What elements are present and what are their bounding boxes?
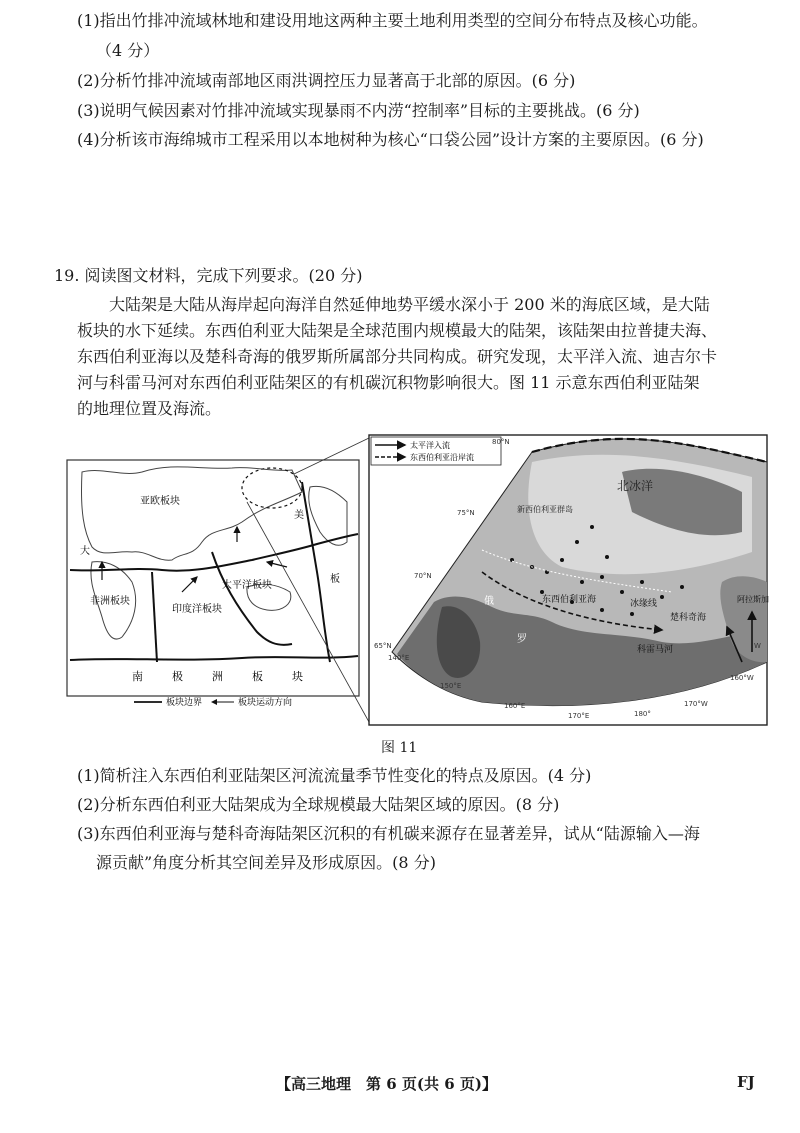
q19-sub-3-cont: 源贡献”角度分析其空间差异及形成原因。(8 分) [96,853,436,872]
q19-sub-2: (2)分析东西伯利亚大陆架成为全球规模最大陆架区域的原因。(8 分) [77,795,560,814]
lon-label: 170°E [568,712,590,720]
figure-caption: 图 11 [381,740,418,756]
shelf-map [369,435,769,725]
question-2: (2)分析竹排冲流域南部地区雨洪调控压力显著高于北部的原因。(6 分) [77,71,576,90]
plate-label-da: 大 [80,546,90,557]
lat-label: 75°N [457,509,475,517]
material-line: 板块的水下延续。东西伯利亚大陆架是全球范围内规模最大的陆架，该陆架由拉普捷夫海、 [77,321,718,340]
question-19-heading: 19. 阅读图文材料，完成下列要求。(20 分) [54,266,363,285]
antarctic-char: 南 [132,670,143,683]
q19-sub-3: (3)东西伯利亚海与楚科奇海陆架区沉积的有机碳来源存在显著差异，试从“陆源输入—海 [77,824,700,843]
label-alaska: 阿拉斯加 [737,595,769,604]
material-line: 东西伯利亚海以及楚科奇海的俄罗斯所属部分共同构成。研究发现，太平洋入流、迪吉尔卡 [77,347,718,366]
plate-label-mei: 美 [294,510,304,521]
lon-label: 150°E [440,682,462,690]
q19-sub-1: (1)简析注入东西伯利亚陆架区河流流量季节性变化的特点及原因。(4 分) [77,766,592,785]
question-3: (3)说明气候因素对竹排冲流域实现暴雨不内涝“控制率”目标的主要挑战。(6 分) [77,101,640,120]
footer-page-info: 【高三地理 第 6 页(共 6 页)】 [276,1075,497,1093]
lat-label: 80°N [492,438,510,446]
plate-label-africa: 非洲板块 [90,596,130,607]
label-arctic-ocean: 北冰洋 [617,479,654,493]
plate-map [67,460,359,708]
footer-code: FJ [737,1073,755,1091]
legend-motion: 板块运动方向 [238,698,293,708]
plate-label-eurasia: 亚欧板块 [140,496,180,507]
plate-label-ban: 板 [330,574,340,585]
question-1: (1)指出竹排冲流域林地和建设用地这两种主要土地利用类型的空间分布特点及核心功能。 [77,11,708,30]
lon-label: 160°W [730,674,754,682]
lon-label: 180° [634,710,651,718]
question-4: (4)分析该市海绵城市工程采用以本地树种为核心“口袋公园”设计方案的主要原因。(6 分) [77,130,704,149]
label-kolyma: 科雷马河 [637,645,674,655]
label-russia-luo: 罗 [517,634,527,645]
antarctic-char: 洲 [212,670,223,683]
lon-label: 170°W [684,700,708,708]
label-chukchi-sea: 楚科奇海 [670,613,707,623]
legend-boundary: 板块边界 [166,698,203,708]
question-19-material [77,292,767,422]
label-ice-edge: 冰缘线 [630,599,658,609]
antarctic-char: 块 [292,670,303,683]
material-line: 的地理位置及海流。 [77,399,222,418]
material-line: 大陆架是大陆从海岸起向海洋自然延伸地势平缓水深小于 200 米的海底区域，是大陆 [109,295,710,314]
plate-label-indian: 印度洋板块 [172,604,222,615]
label-east-siberian-sea: 东西伯利亚海 [542,595,597,605]
lon-label: 160°E [504,702,526,710]
legend-coastal-current: 东西伯利亚沿岸流 [410,453,474,462]
lat-label: 70°N [414,572,432,580]
antarctic-char: 极 [172,670,183,683]
question-1-score: （4 分） [96,41,160,60]
material-line: 河与科雷马河对东西伯利亚陆架区的有机碳沉积物影响很大。图 11 示意东西伯利亚陆架 [77,373,700,392]
figure-11 [62,432,772,730]
lon-label: W [754,642,761,650]
legend-pacific-inflow: 太平洋入流 [410,441,450,450]
lon-label: 140°E [388,654,410,662]
plate-label-pacific: 太平洋板块 [222,580,272,591]
antarctic-char: 板 [252,670,263,683]
lat-label: 65°N [374,642,392,650]
label-islands: 新西伯利亚群岛 [517,505,573,514]
label-russia-e: 俄 [484,596,494,607]
